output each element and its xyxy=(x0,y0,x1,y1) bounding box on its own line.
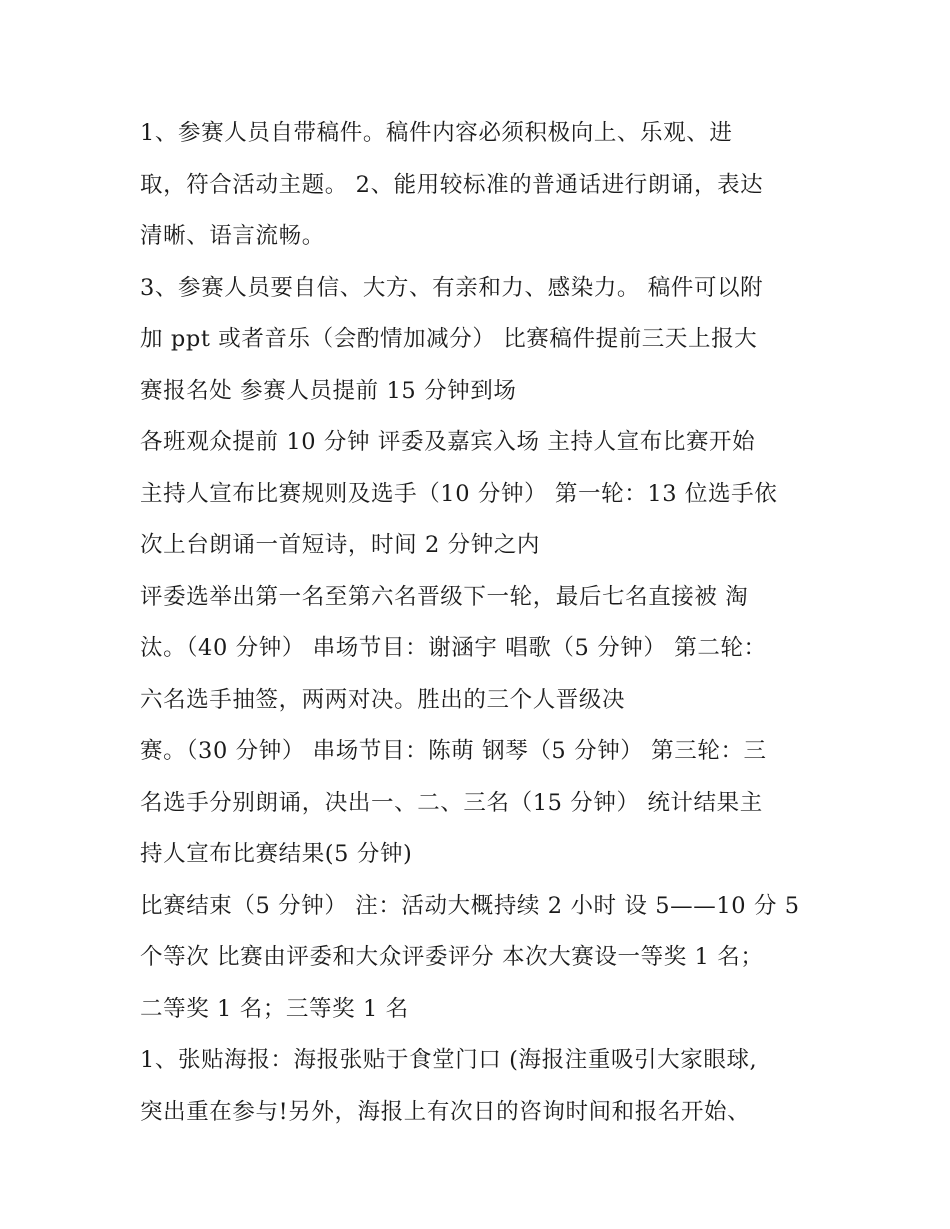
text-line-5: 加 ppt 或者音乐（会酌情加减分） 比赛稿件提前三天上报大 xyxy=(140,326,758,352)
text-line-17: 个等次 比赛由评委和大众评委评分 本次大赛设一等奖 1 名； xyxy=(140,944,764,970)
text-line-19: 1、张贴海报：海报张贴于食堂门口 (海报注重吸引大家眼球, xyxy=(140,1047,758,1073)
text-line-2: 取，符合活动主题。 2、能用较标准的普通话进行朗诵，表达 xyxy=(140,171,764,198)
text-line-13: 赛。（30 分钟） 串场节目：陈萌 钢琴（5 分钟） 第三轮：三 xyxy=(140,738,767,764)
text-line-10: 评委选举出第一名至第六名晋级下一轮，最后七名直接被 淘 xyxy=(140,583,749,610)
document-body xyxy=(140,108,820,1138)
text-line-6: 赛报名处 参赛人员提前 15 分钟到场 xyxy=(140,377,517,404)
text-line-16: 比赛结束（5 分钟） 注：活动大概持续 2 小时 设 5——10 分 5 xyxy=(140,892,800,919)
text-line-9: 次上台朗诵一首短诗，时间 2 分钟之内 xyxy=(140,532,541,558)
text-line-14: 名选手分别朗诵，决出一、二、三名（15 分钟） 统计结果主 xyxy=(140,789,763,816)
text-line-12: 六名选手抽签，两两对决。胜出的三个人晋级决 xyxy=(140,686,626,713)
text-line-18: 二等奖 1 名；三等奖 1 名 xyxy=(140,995,409,1022)
text-line-7: 各班观众提前 10 分钟 评委及嘉宾入场 主持人宣布比赛开始 xyxy=(140,429,756,455)
text-line-20: 突出重在参与!另外，海报上有次日的咨询时间和报名开始、 xyxy=(140,1098,751,1125)
text-line-15: 持人宣布比赛结果(5 分钟) xyxy=(140,841,413,867)
text-line-11: 汰。（40 分钟） 串场节目：谢涵宇 唱歌（5 分钟） 第二轮： xyxy=(140,635,767,661)
text-line-4: 3、参赛人员要自信、大方、有亲和力、感染力。 稿件可以附 xyxy=(140,274,764,301)
text-line-8: 主持人宣布比赛规则及选手（10 分钟） 第一轮：13 位选手依 xyxy=(140,480,778,507)
text-line-1: 1、参赛人员自带稿件。稿件内容必须积极向上、乐观、进 xyxy=(140,120,733,146)
text-line-3: 清晰、语言流畅。 xyxy=(140,223,325,249)
